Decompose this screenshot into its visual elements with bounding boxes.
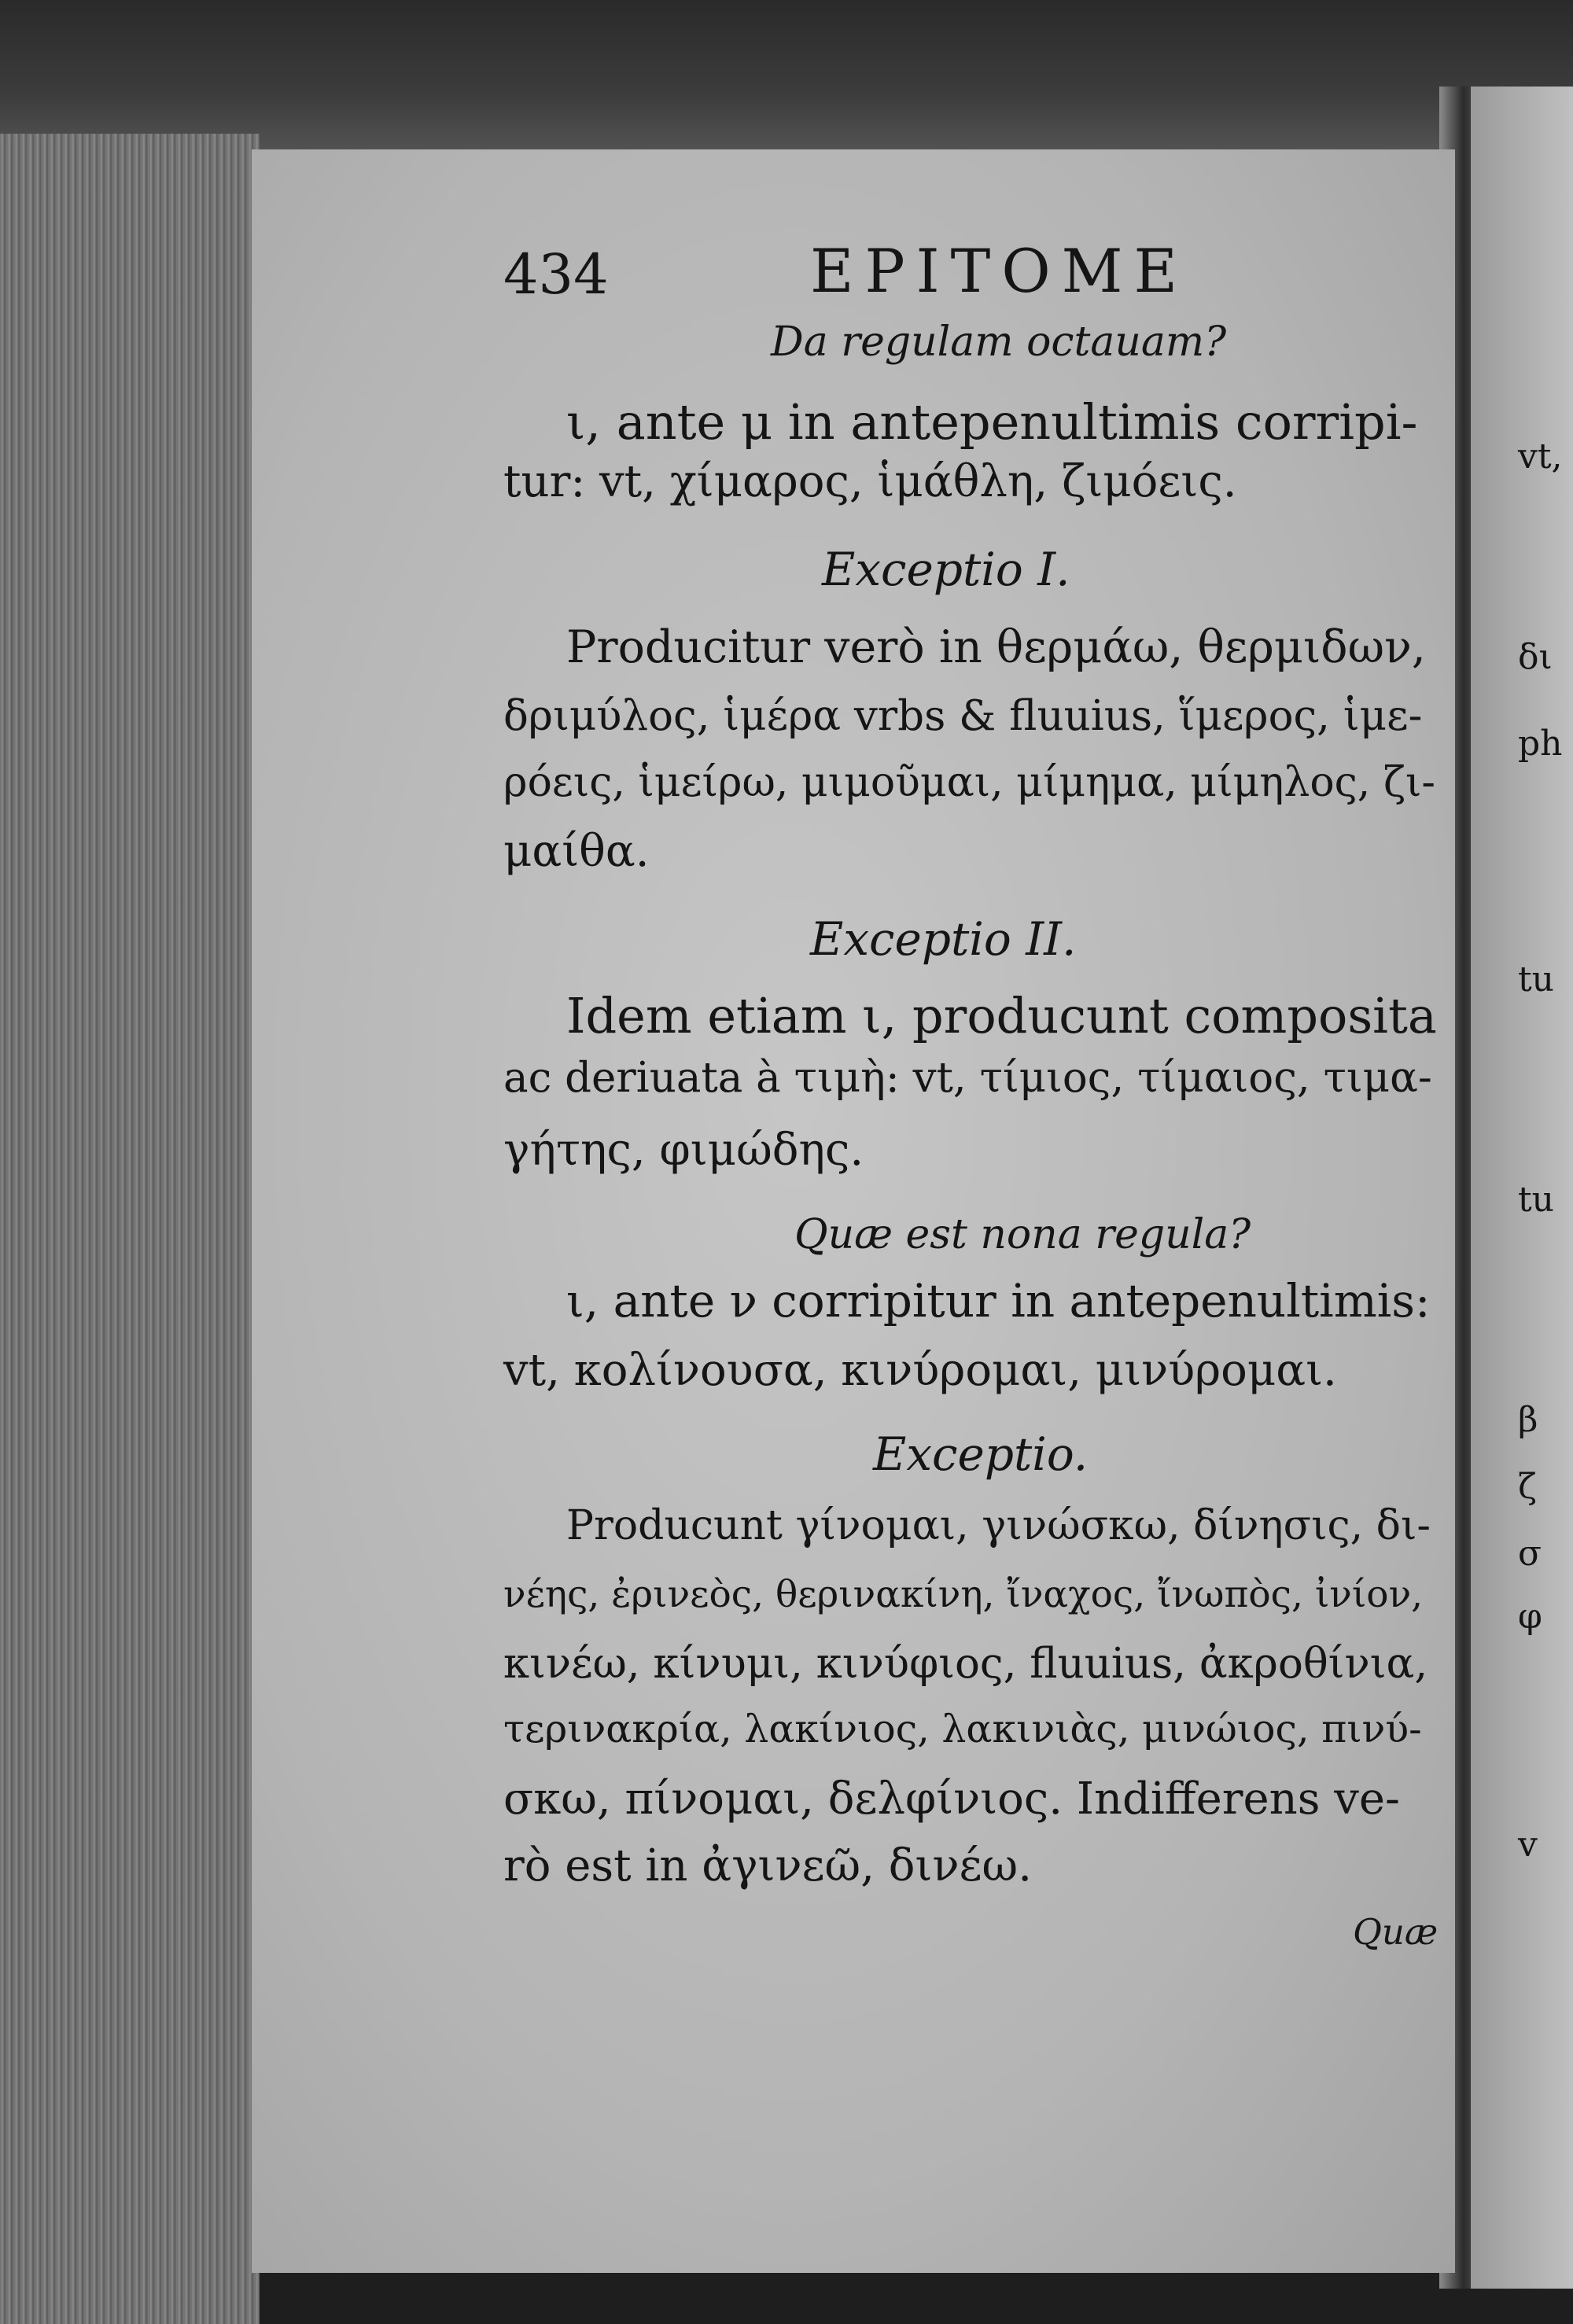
book-page-edges xyxy=(0,134,260,2324)
facing-page-fragment: β xyxy=(1518,1400,1538,1440)
exception-heading: Exceptio I. xyxy=(822,543,1070,596)
facing-page-fragment: ζ xyxy=(1518,1467,1537,1507)
text-line: ac deriuata à τιμὴ: vt, τίμιος, τίμαιος, τιμα- xyxy=(503,1054,1432,1102)
text-line: ι, ante μ in antepenultimis corripi- xyxy=(566,393,1418,451)
text-line: Idem etiam ι, producunt composita xyxy=(566,987,1437,1044)
text-line: ρόεις, ἱμείρω, μιμοῦμαι, μίμημα, μίμηλος, ζι- xyxy=(503,759,1436,806)
facing-page-fragment: φ xyxy=(1518,1597,1542,1637)
facing-page-fragment: δι xyxy=(1518,637,1553,677)
facing-page-fragment: vt, xyxy=(1518,436,1563,477)
question-heading: Quæ est nona regula? xyxy=(794,1211,1251,1258)
question-heading: Da regulam octauam? xyxy=(771,319,1227,366)
facing-page-fragment: tu xyxy=(1518,1180,1555,1220)
exception-heading: Exceptio. xyxy=(873,1427,1089,1481)
text-line: τερινακρία, λακίνιος, λακινιὰς, μινώιος, πινύ- xyxy=(503,1707,1422,1751)
facing-page xyxy=(1471,87,1573,2289)
text-line: κινέω, κίνυμι, κινύφιος, fluuius, ἀκροθίνια, xyxy=(503,1640,1428,1688)
text-line: γήτης, φιμώδης. xyxy=(503,1125,864,1176)
facing-page-fragment: σ xyxy=(1518,1534,1542,1574)
catchword: Quæ xyxy=(1353,1911,1439,1953)
text-line: νέης, ἐρινεὸς, θερινακίνη, ἴναχος, ἴνωπὸς, ἰνίον, xyxy=(503,1573,1424,1616)
running-head: EPITOME xyxy=(810,236,1188,306)
text-line: Producitur verò in θερμάω, θερμιδων, xyxy=(566,621,1426,673)
facing-page-fragment: tu xyxy=(1518,959,1555,1000)
facing-page-fragment: v xyxy=(1518,1825,1538,1865)
facing-page-fragment: ph xyxy=(1518,724,1563,764)
text-line: ι, ante ν corripitur in antepenultimis: xyxy=(566,1274,1431,1328)
page-number: 434 xyxy=(503,242,609,307)
text-line: μαίθα. xyxy=(503,826,650,877)
text-line: σκω, πίνομαι, δελφίνιος. Indifferens ve- xyxy=(503,1773,1400,1825)
text-line: Producunt γίνομαι, γινώσκω, δίνησις, δι- xyxy=(566,1502,1431,1549)
text-line: rò est in ἀγινεῶ, δινέω. xyxy=(503,1840,1032,1891)
text-line: δριμύλος, ἱμέρα vrbs & fluuius, ἵμερος, ἱμε- xyxy=(503,692,1423,740)
text-line: tur: vt, χίμαρος, ἱμάθλη, ζιμόεις. xyxy=(503,456,1237,507)
text-line: vt, κολίνουσα, κινύρομαι, μινύρομαι. xyxy=(503,1345,1337,1396)
exception-heading: Exceptio II. xyxy=(810,912,1077,966)
